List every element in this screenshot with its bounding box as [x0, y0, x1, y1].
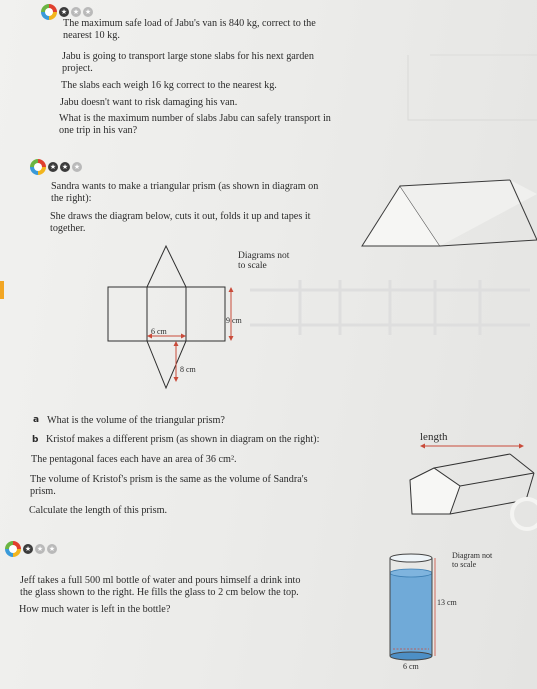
q1-line-6: Jabu doesn't want to risk damaging his van. [60, 97, 238, 108]
q1-line-8: one trip in his van? [59, 125, 138, 136]
water-fill [390, 573, 432, 656]
label-6cm: 6 cm [151, 327, 167, 336]
star-filled-icon: ★ [24, 545, 32, 553]
star-empty-icon: ★ [72, 8, 80, 16]
q1-line-1: The maximum safe load of Jabu's van is 840 kg, correct to the [63, 18, 316, 29]
q2-note-line-1: Diagrams not [238, 251, 290, 261]
star-filled-icon: ★ [60, 8, 68, 16]
glass-diagram [385, 545, 445, 670]
q3-line-3: How much water is left in the bottle? [19, 604, 171, 615]
part-b-line-5: Calculate the length of this prism. [29, 505, 168, 516]
q2-intro-line-3: She draws the diagram below, cuts it out, folds it up and tapes it [50, 211, 311, 222]
label-8cm: 8 cm [180, 365, 196, 374]
star-empty-icon: ★ [73, 163, 81, 171]
q1-line-4: project. [62, 63, 93, 74]
q3-line-2: the glass shown to the right. He fills the glass to 2 cm below the top. [20, 587, 299, 598]
q1-line-3: Jabu is going to transport large stone slabs for his next garden [62, 51, 314, 62]
part-b-letter: b [32, 435, 39, 445]
part-b-line-4: prism. [30, 486, 56, 497]
q3-note-line-2: to scale [452, 560, 477, 569]
q1-line-5: The slabs each weigh 16 kg correct to the nearest kg. [61, 80, 277, 91]
label-glass-6cm: 6 cm [403, 662, 419, 671]
star-filled-icon: ★ [49, 163, 57, 171]
star-empty-icon: ★ [84, 8, 92, 16]
difficulty-badge-q2 [30, 159, 82, 175]
part-a-letter: a [33, 415, 40, 425]
q2-intro-line-1: Sandra wants to make a triangular prism (as shown in diagram on [51, 181, 319, 192]
bleed-through-grid [240, 280, 537, 340]
difficulty-badge-q3 [5, 541, 57, 557]
q1-line-2: nearest 10 kg. [63, 30, 120, 41]
star-empty-icon: ★ [48, 545, 56, 553]
part-a-text: What is the volume of the triangular prism? [47, 415, 225, 426]
label-13cm: 13 cm [437, 598, 457, 607]
margin-tab [0, 281, 4, 299]
triangular-prism-diagram [360, 172, 537, 252]
part-b-line-1: Kristof makes a different prism (as shown in diagram on the right): [46, 434, 320, 445]
q3-line-1: Jeff takes a full 500 ml bottle of water and pours himself a drink into [20, 575, 301, 586]
part-b-line-3: The volume of Kristof's prism is the same as the volume of Sandra's [30, 474, 308, 485]
q1-line-7: What is the maximum number of slabs Jabu can safely transport in [59, 113, 331, 124]
star-empty-icon: ★ [36, 545, 44, 553]
star-filled-icon: ★ [61, 163, 69, 171]
question-marker-icon [5, 541, 21, 557]
q2-intro-line-2: the right): [51, 193, 92, 204]
q2-note-line-2: to scale [238, 261, 267, 271]
q2-intro-line-4: together. [50, 223, 86, 234]
q3-note-line-1: Diagram not [452, 551, 493, 560]
label-length: length [420, 431, 448, 443]
question-marker-icon [30, 159, 46, 175]
bleed-through-circle [510, 497, 537, 531]
label-9cm: 9 cm [226, 316, 242, 325]
part-b-line-2: The pentagonal faces each have an area of 36 cm². [31, 454, 237, 465]
